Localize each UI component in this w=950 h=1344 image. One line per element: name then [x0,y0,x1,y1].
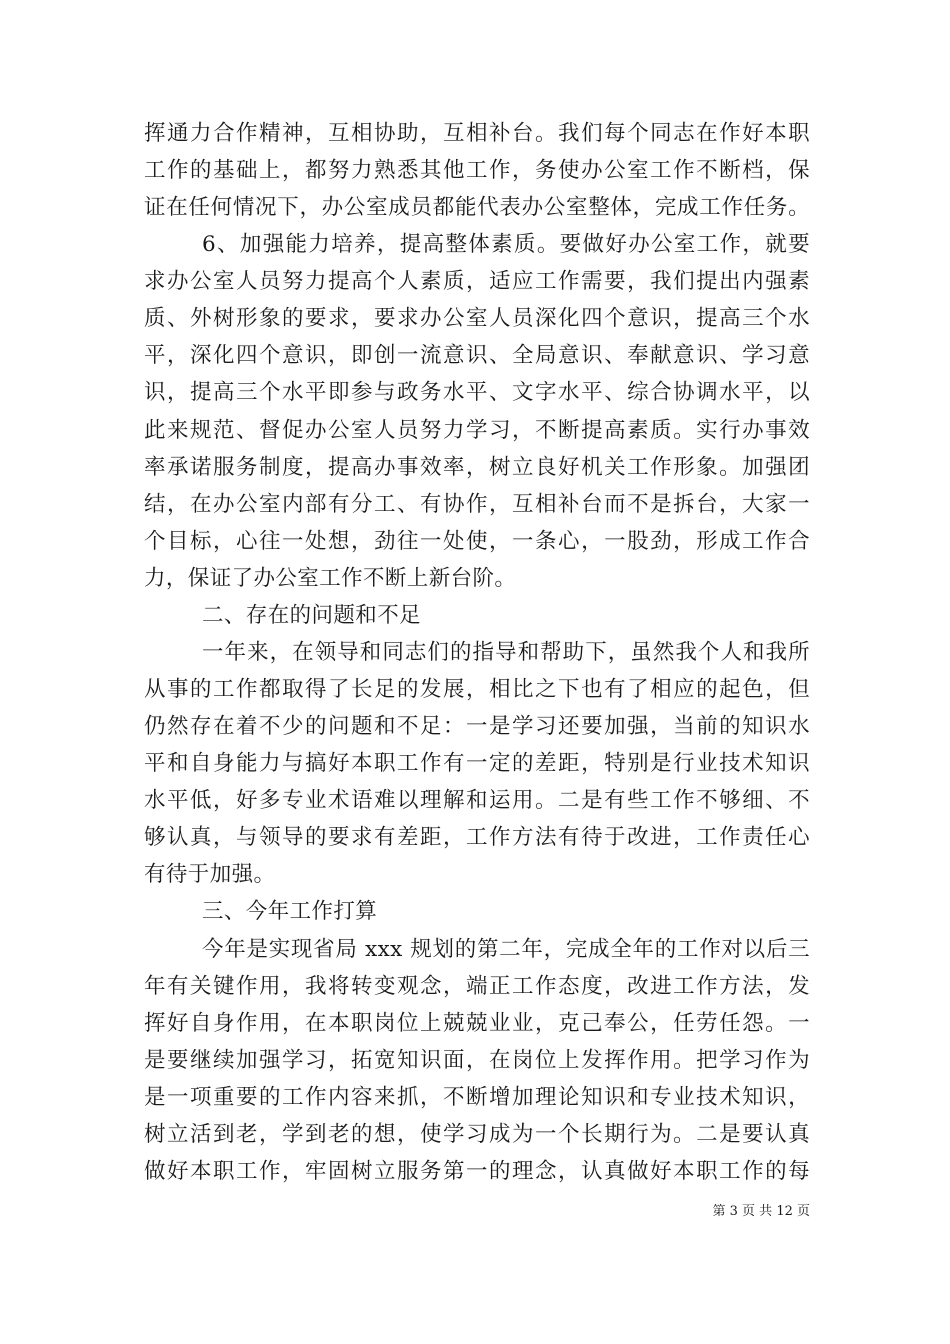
body-text-line: 挥好自身作用，在本职岗位上兢兢业业，克己奉公，任劳任怨。一 [144,1010,810,1036]
paragraph-first-line: 今年是实现省局 xxx 规划的第二年，完成全年的工作对以后三 [202,936,810,962]
body-text-line: 树立活到老，学到老的想，使学习成为一个长期行为。二是要认真 [144,1121,810,1147]
paragraph-first-line: 一年来，在领导和同志们的指导和帮助下，虽然我个人和我所 [202,639,810,665]
body-text-line: 水平低，好多专业术语难以理解和运用。二是有些工作不够细、不 [144,788,810,814]
body-text-line: 平和自身能力与搞好本职工作有一定的差距，特别是行业技术知识 [144,751,810,777]
body-text-line: 平，深化四个意识，即创一流意识、全局意识、奉献意识、学习意 [144,343,810,369]
body-text-line: 力，保证了办公室工作不断上新台阶。 [144,565,517,591]
body-text-line: 识，提高三个水平即参与政务水平、文字水平、综合协调水平，以 [144,380,810,406]
body-text-line: 是一项重要的工作内容来抓，不断增加理论知识和专业技术知识， [144,1084,810,1110]
section-heading: 二、存在的问题和不足 [202,602,422,628]
section-heading: 三、今年工作打算 [202,899,378,925]
body-text-line: 个目标，心往一处想，劲往一处使，一条心，一股劲，形成工作合 [144,528,810,554]
paragraph-first-line: 6、加强能力培养，提高整体素质。要做好办公室工作，就要 [202,232,810,258]
body-text-line: 率承诺服务制度，提高办事效率，树立良好机关工作形象。加强团 [144,454,810,480]
body-text-line: 有待于加强。 [144,862,276,888]
body-text-line: 从事的工作都取得了长足的发展，相比之下也有了相应的起色，但 [144,677,810,703]
page-number: 第 3 页 共 12 页 [712,1204,810,1219]
body-text-line: 仍然存在着不少的问题和不足：一是学习还要加强，当前的知识水 [144,714,810,740]
body-text-line: 年有关键作用，我将转变观念，端正工作态度，改进工作方法，发 [144,973,810,999]
body-text-line: 挥通力合作精神，互相协助，互相补台。我们每个同志在作好本职 [144,121,810,146]
body-text-line: 够认真，与领导的要求有差距，工作方法有待于改进，工作责任心 [144,825,810,851]
body-text-line: 工作的基础上，都努力熟悉其他工作，务使办公室工作不断档，保 [144,158,810,184]
body-text-line: 证在任何情况下，办公室成员都能代表办公室整体，完成工作任务。 [144,195,810,221]
body-text-line: 此来规范、督促办公室人员努力学习，不断提高素质。实行办事效 [144,417,810,443]
body-text-line: 结，在办公室内部有分工、有协作，互相补台而不是拆台，大家一 [144,491,810,517]
body-text-line: 质、外树形象的要求，要求办公室人员深化四个意识，提高三个水 [144,306,810,332]
body-text-line: 做好本职工作，牢固树立服务第一的理念，认真做好本职工作的每 [144,1158,810,1184]
body-text-line: 是要继续加强学习，拓宽知识面，在岗位上发挥作用。把学习作为 [144,1047,810,1073]
body-text-line: 求办公室人员努力提高个人素质，适应工作需要，我们提出内强素 [144,269,810,295]
